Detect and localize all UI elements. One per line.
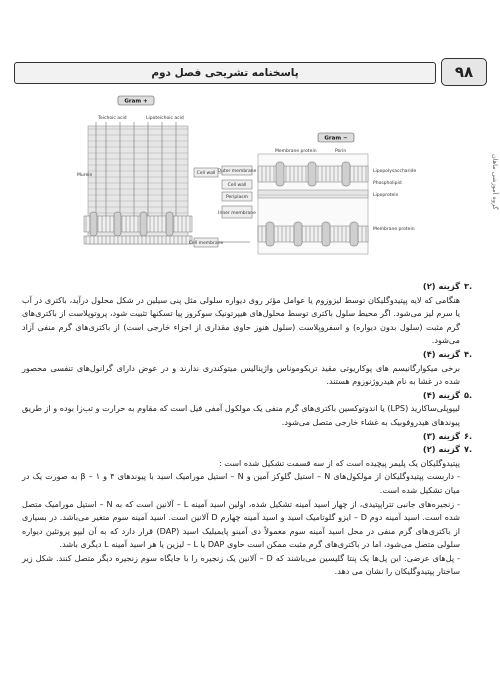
item-4 <box>22 348 473 389</box>
explanation-paragraph: - پل‌های عرضی: این پل‌ها یک پنتا گلیسین می‌باشند که D – آلانین یک زنجیره را با جایگاه سوم زنجیره دیگر متصل کنند. شکل زیر ساختار پپتیدوگلیکان را نشان می دهد. <box>22 552 461 577</box>
explanation-paragraph: - داربست پپتیدوگلیکان از مولکول‌های N – استیل گلوکز آمین و N – استیل مورامیک اسید با پیوندهای ۴ و ۱ – β به صورت یک در میان تشکیل شده است. <box>22 471 460 495</box>
label-periplasm: Periplasm <box>225 195 249 200</box>
label-lipoteichoic: Lipoteichoic acid <box>146 116 184 121</box>
label-cell-wall: Cell wall <box>196 171 216 176</box>
gram-negative-title: Gram − <box>324 135 348 142</box>
gram-negative-diagram <box>218 133 417 254</box>
label-inner-membrane: Inner membrane <box>218 211 256 216</box>
page-number: ۹۸ <box>454 63 474 81</box>
answer-option: گزینه (۲) <box>422 281 460 291</box>
label-lipopolysaccharide: Lipopolysaccharide <box>373 169 417 174</box>
item-7 <box>22 443 473 579</box>
answer-option: گزینه (۳) <box>422 430 460 441</box>
answer-option: گزینه (۲) <box>422 444 460 455</box>
question-number: ۶. <box>464 430 473 441</box>
question-number: ۵. <box>464 389 473 400</box>
answer-option: گزینه (۴) <box>422 348 460 359</box>
answer-option: گزینه (۴) <box>422 389 460 400</box>
explanation-paragraph: پپتیدوگلیکان یک پلیمر پیچیده است که از سه قسمت تشکیل شده است : <box>219 457 460 468</box>
side-label: گروه آموزشی ماهان <box>491 154 499 210</box>
label-teichoic: Teichoic acid <box>98 116 127 121</box>
explanation-paragraph: هنگامی که لایه پپتیدوگلیکان توسط لیزوزوم یا عوامل مؤثر روی دیواره سلولی مثل پنی سیلین در شکل محلول درآید، باکتری در آب یا سرم لیز می‌شود. اگر محیط سلول باکتری توسط محلول‌های هیپرتونیک سوکروز پیا تسکنها تثبیت شود، پروتوپلاست از باکتری‌های گرم مثبت (سلول بدون دیواره) و اسفروپلاست (سلول هنوز حاوی مقداری از اجزاء خارجی است) از باکتری‌های گرم منفی آزاد می‌شود. <box>22 294 460 346</box>
label-membrane-protein-2: Membrane protein <box>373 227 415 232</box>
chapter-header <box>14 62 436 84</box>
question-number: ۴. <box>464 348 473 359</box>
page-title: پاسخنامه تشریحی فصل دوم <box>151 67 299 79</box>
cell-wall-figure <box>77 96 425 261</box>
label-cell-membrane: Cell membrane <box>188 241 224 246</box>
gram-positive-diagram <box>77 96 192 244</box>
label-membrane-protein: Membrane protein <box>275 149 317 154</box>
gram-positive-title: Gram + <box>124 98 148 105</box>
item-6 <box>22 430 473 444</box>
page-number-box <box>441 58 487 86</box>
label-phospholipid: Phospholipid <box>373 181 402 186</box>
label-cell-wall-gn: Cell wall <box>227 183 247 188</box>
explanation-paragraph: برخی میکوارگانیسم های پوکاریوتی مقید تریکوموناس واژینالیس میتوکندری ندارند و در عوض دارای گرانول‌های تنفسی محصور شده در غشا به نام هیدروژنوزوم هستند. <box>22 362 460 387</box>
item-5 <box>22 389 473 430</box>
label-murein: Murein <box>77 173 93 178</box>
answer-content <box>22 280 473 579</box>
explanation-paragraph: لیپوپلی‌ساکارید (LPS) یا اندوتوکسین باکتری‌های گرم منفی یک مولکول آمفی فیل است که مقاوم به حرارت و تب‌زا بوده و از طریق پیوندهای هیدروفوبیک به غشاء خارجی متصل می‌شود. <box>22 403 460 427</box>
label-outer-membrane: Outer membrane <box>217 169 257 174</box>
question-number: ۳. <box>464 281 473 291</box>
item-3 <box>22 280 473 348</box>
label-porin: Porin <box>335 149 347 154</box>
explanation-paragraph: - زنجیره‌های جانبی تتراپپتیدی، از چهار اسید آمینه تشکیل شده، اولین اسید آمینه L – آلانین است که به N – استیل مورامیک متصل شده است. اسید آمینه دوم D – ایزو گلوتامیک اسید و اسید آمینه چهارم D آلانین است. اسید آمینه سوم متغیر می‌باشد. در بسیاری از باکتری‌های گرم منفی در محل اسید آمینه سوم معمولاً دی آمینو پایمیلیک اسید (DAP) قرار دارد که به آن لیپو پروتئین دیواره سلولی متصل می‌شود، اما در باکتری‌های گرم مثبت ممکن است حاوی DAP یا L – لیزین یا هر اسید آمینه L دیگری باشد. <box>22 498 461 550</box>
question-number: ۷. <box>464 444 473 455</box>
label-lipoprotein: Lipoprotein <box>373 193 399 198</box>
